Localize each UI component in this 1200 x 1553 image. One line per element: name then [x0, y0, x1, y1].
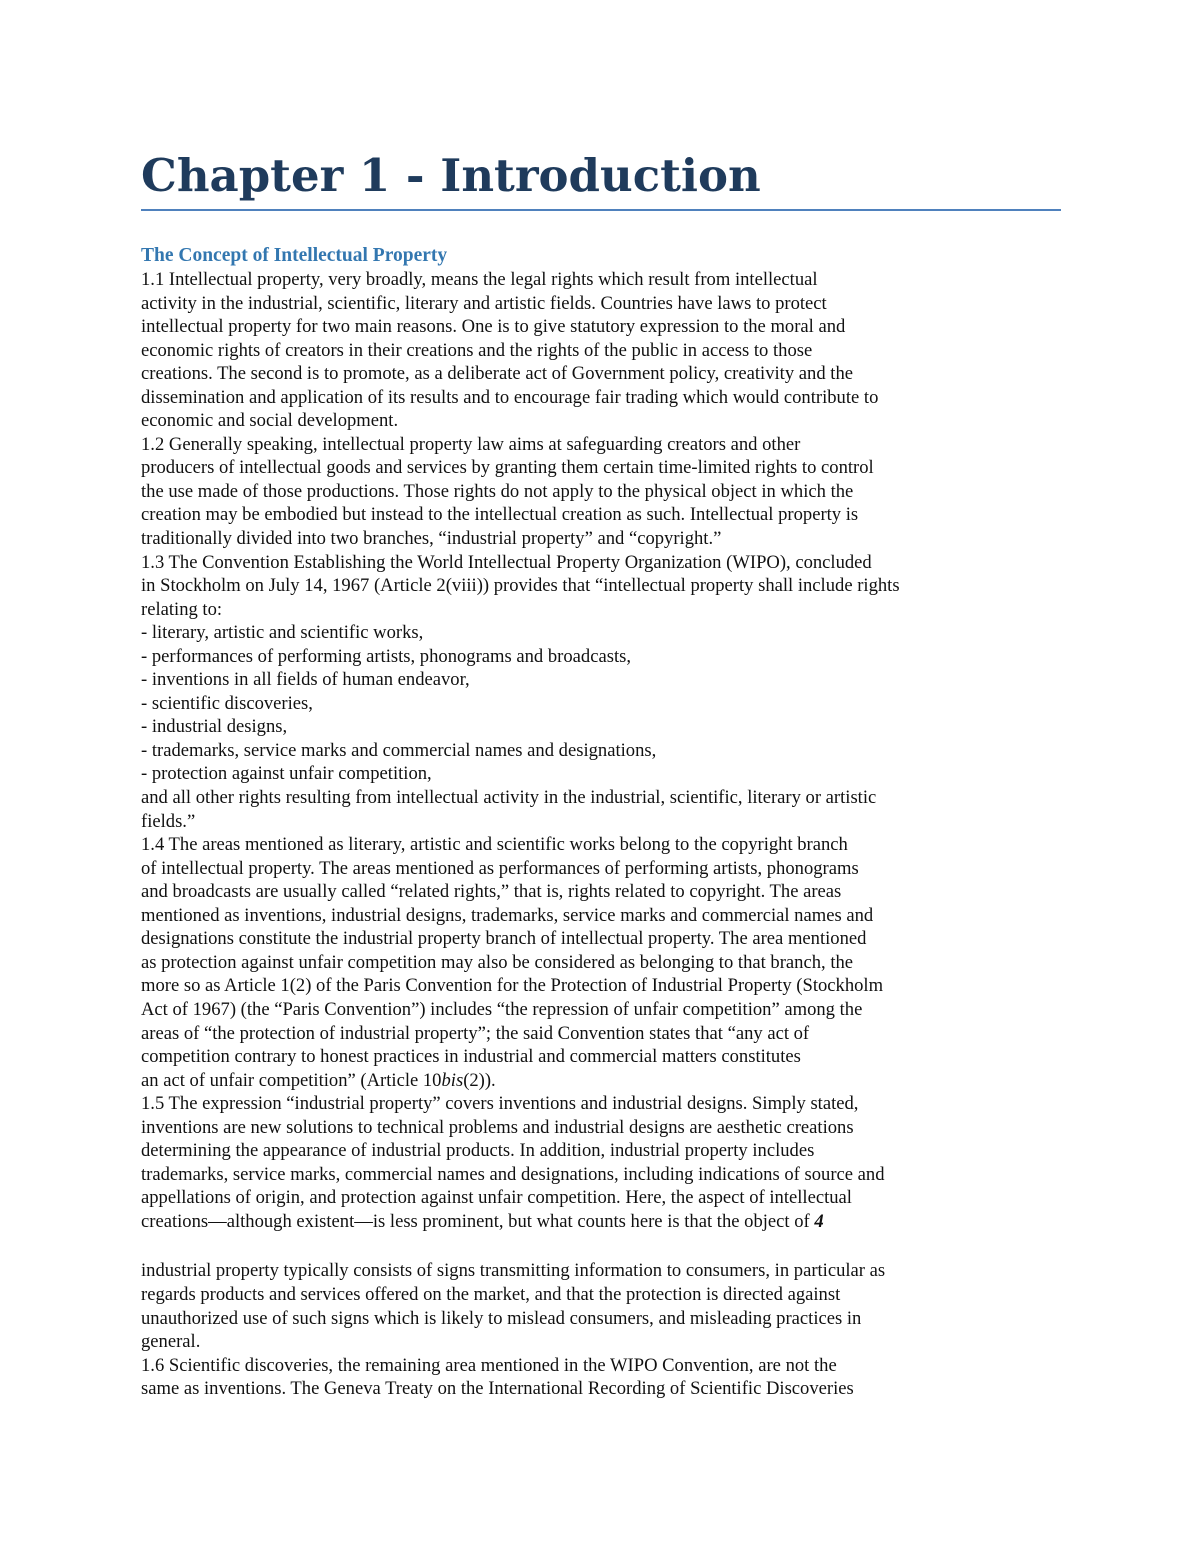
text-line: in Stockholm on July 14, 1967 (Article 2(viii)) provides that “intellectual property shall include rights	[141, 575, 900, 597]
text-line: areas of “the protection of industrial property”; the said Convention states that “any act of	[141, 1022, 810, 1044]
text-line: - inventions in all fields of human endeavor,	[141, 669, 470, 691]
text-line: economic and social development.	[141, 410, 399, 432]
text-line: trademarks, service marks, commercial names and designations, including indications of source and	[141, 1163, 885, 1185]
text-line: Act of 1967) (the “Paris Convention”) includes “the repression of unfair competition” among the	[141, 998, 863, 1020]
text-line-article-10bis	[141, 1069, 1061, 1093]
chapter-title: Chapter 1 - Introduction	[141, 149, 761, 202]
text-line: - protection against unfair competition,	[141, 763, 432, 785]
text-line: designations constitute the industrial property branch of intellectual property. The area mentioned	[141, 928, 867, 950]
text-block-a	[141, 268, 1061, 1069]
text-line: - literary, artistic and scientific works,	[141, 622, 424, 644]
document-body	[141, 268, 1061, 1401]
text-line: and all other rights resulting from intellectual activity in the industrial, scientific, literary or artistic	[141, 787, 877, 809]
text-line: determining the appearance of industrial products. In addition, industrial property includes	[141, 1140, 815, 1162]
text-line: inventions are new solutions to technical problems and industrial designs are aesthetic creations	[141, 1116, 854, 1138]
text-line: more so as Article 1(2) of the Paris Convention for the Protection of Industrial Property (Stockholm	[141, 975, 884, 997]
text-line: 1.4 The areas mentioned as literary, artistic and scientific works belong to the copyright branch	[141, 834, 848, 856]
section-heading: The Concept of Intellectual Property	[141, 245, 448, 266]
text-line: appellations of origin, and protection against unfair competition. Here, the aspect of intellectual	[141, 1187, 852, 1209]
line-text: an act of unfair competition” (Article 10	[141, 1069, 442, 1091]
text-line: - industrial designs,	[141, 716, 288, 738]
text-line: the use made of those productions. Those rights do not apply to the physical object in which the	[141, 480, 854, 502]
text-line: creation may be embodied but instead to the intellectual creation as such. Intellectual property is	[141, 504, 859, 526]
text-line: traditionally divided into two branches, “industrial property” and “copyright.”	[141, 528, 722, 550]
document-page	[141, 150, 1061, 1401]
text-line: of intellectual property. The areas mentioned as performances of performing artists, phonograms	[141, 857, 859, 879]
text-line: 1.6 Scientific discoveries, the remaining area mentioned in the WIPO Convention, are not the	[141, 1354, 837, 1376]
text-line: unauthorized use of such signs which is likely to mislead consumers, and misleading practices in	[141, 1307, 862, 1329]
text-line: creations. The second is to promote, as a deliberate act of Government policy, creativity and the	[141, 363, 853, 385]
text-line: producers of intellectual goods and services by granting them certain time-limited rights to control	[141, 457, 874, 479]
page-number: 4	[814, 1210, 824, 1232]
text-line: and broadcasts are usually called “related rights,” that is, rights related to copyright. The areas	[141, 881, 842, 903]
text-line: relating to:	[141, 598, 223, 620]
text-line: 1.1 Intellectual property, very broadly, means the legal rights which result from intellectual	[141, 269, 818, 290]
text-line: competition contrary to honest practices in industrial and commercial matters constitutes	[141, 1046, 801, 1068]
text-line: economic rights of creators in their creations and the rights of the public in access to those	[141, 339, 813, 361]
text-block-c	[141, 1259, 1061, 1400]
text-line: dissemination and application of its results and to encourage fair trading which would contribute to	[141, 386, 879, 408]
italic-text: bis	[441, 1069, 464, 1091]
text-line: - trademarks, service marks and commercial names and designations,	[141, 739, 657, 761]
text-block-b	[141, 1092, 1061, 1210]
text-line-page-break	[141, 1210, 1061, 1234]
text-line: regards products and services offered on the market, and that the protection is directed against	[141, 1283, 841, 1305]
text-line: industrial property typically consists of signs transmitting information to consumers, in particular as	[141, 1260, 886, 1282]
line-text: creations—although existent—is less prominent, but what counts here is that the object of	[141, 1210, 815, 1232]
text-line: 1.3 The Convention Establishing the World Intellectual Property Organization (WIPO), concluded	[141, 551, 872, 573]
text-line: 1.2 Generally speaking, intellectual property law aims at safeguarding creators and other	[141, 433, 801, 455]
text-line: - scientific discoveries,	[141, 692, 313, 714]
title-rule	[141, 209, 1061, 211]
text-line: 1.5 The expression “industrial property” covers inventions and industrial designs. Simply stated,	[141, 1093, 859, 1115]
text-line: mentioned as inventions, industrial designs, trademarks, service marks and commercial names and	[141, 904, 874, 926]
page-gap	[141, 1233, 1061, 1259]
line-text: (2)).	[463, 1069, 496, 1091]
text-line: intellectual property for two main reasons. One is to give statutory expression to the moral and	[141, 316, 846, 338]
text-line: fields.”	[141, 810, 196, 832]
text-line: - performances of performing artists, phonograms and broadcasts,	[141, 645, 632, 667]
text-line: general.	[141, 1331, 201, 1353]
text-line: same as inventions. The Geneva Treaty on the International Recording of Scientific Discoveries	[141, 1378, 854, 1400]
text-line: activity in the industrial, scientific, literary and artistic fields. Countries have laws to protect	[141, 292, 827, 314]
text-line: as protection against unfair competition may also be considered as belonging to that branch, the	[141, 951, 854, 973]
